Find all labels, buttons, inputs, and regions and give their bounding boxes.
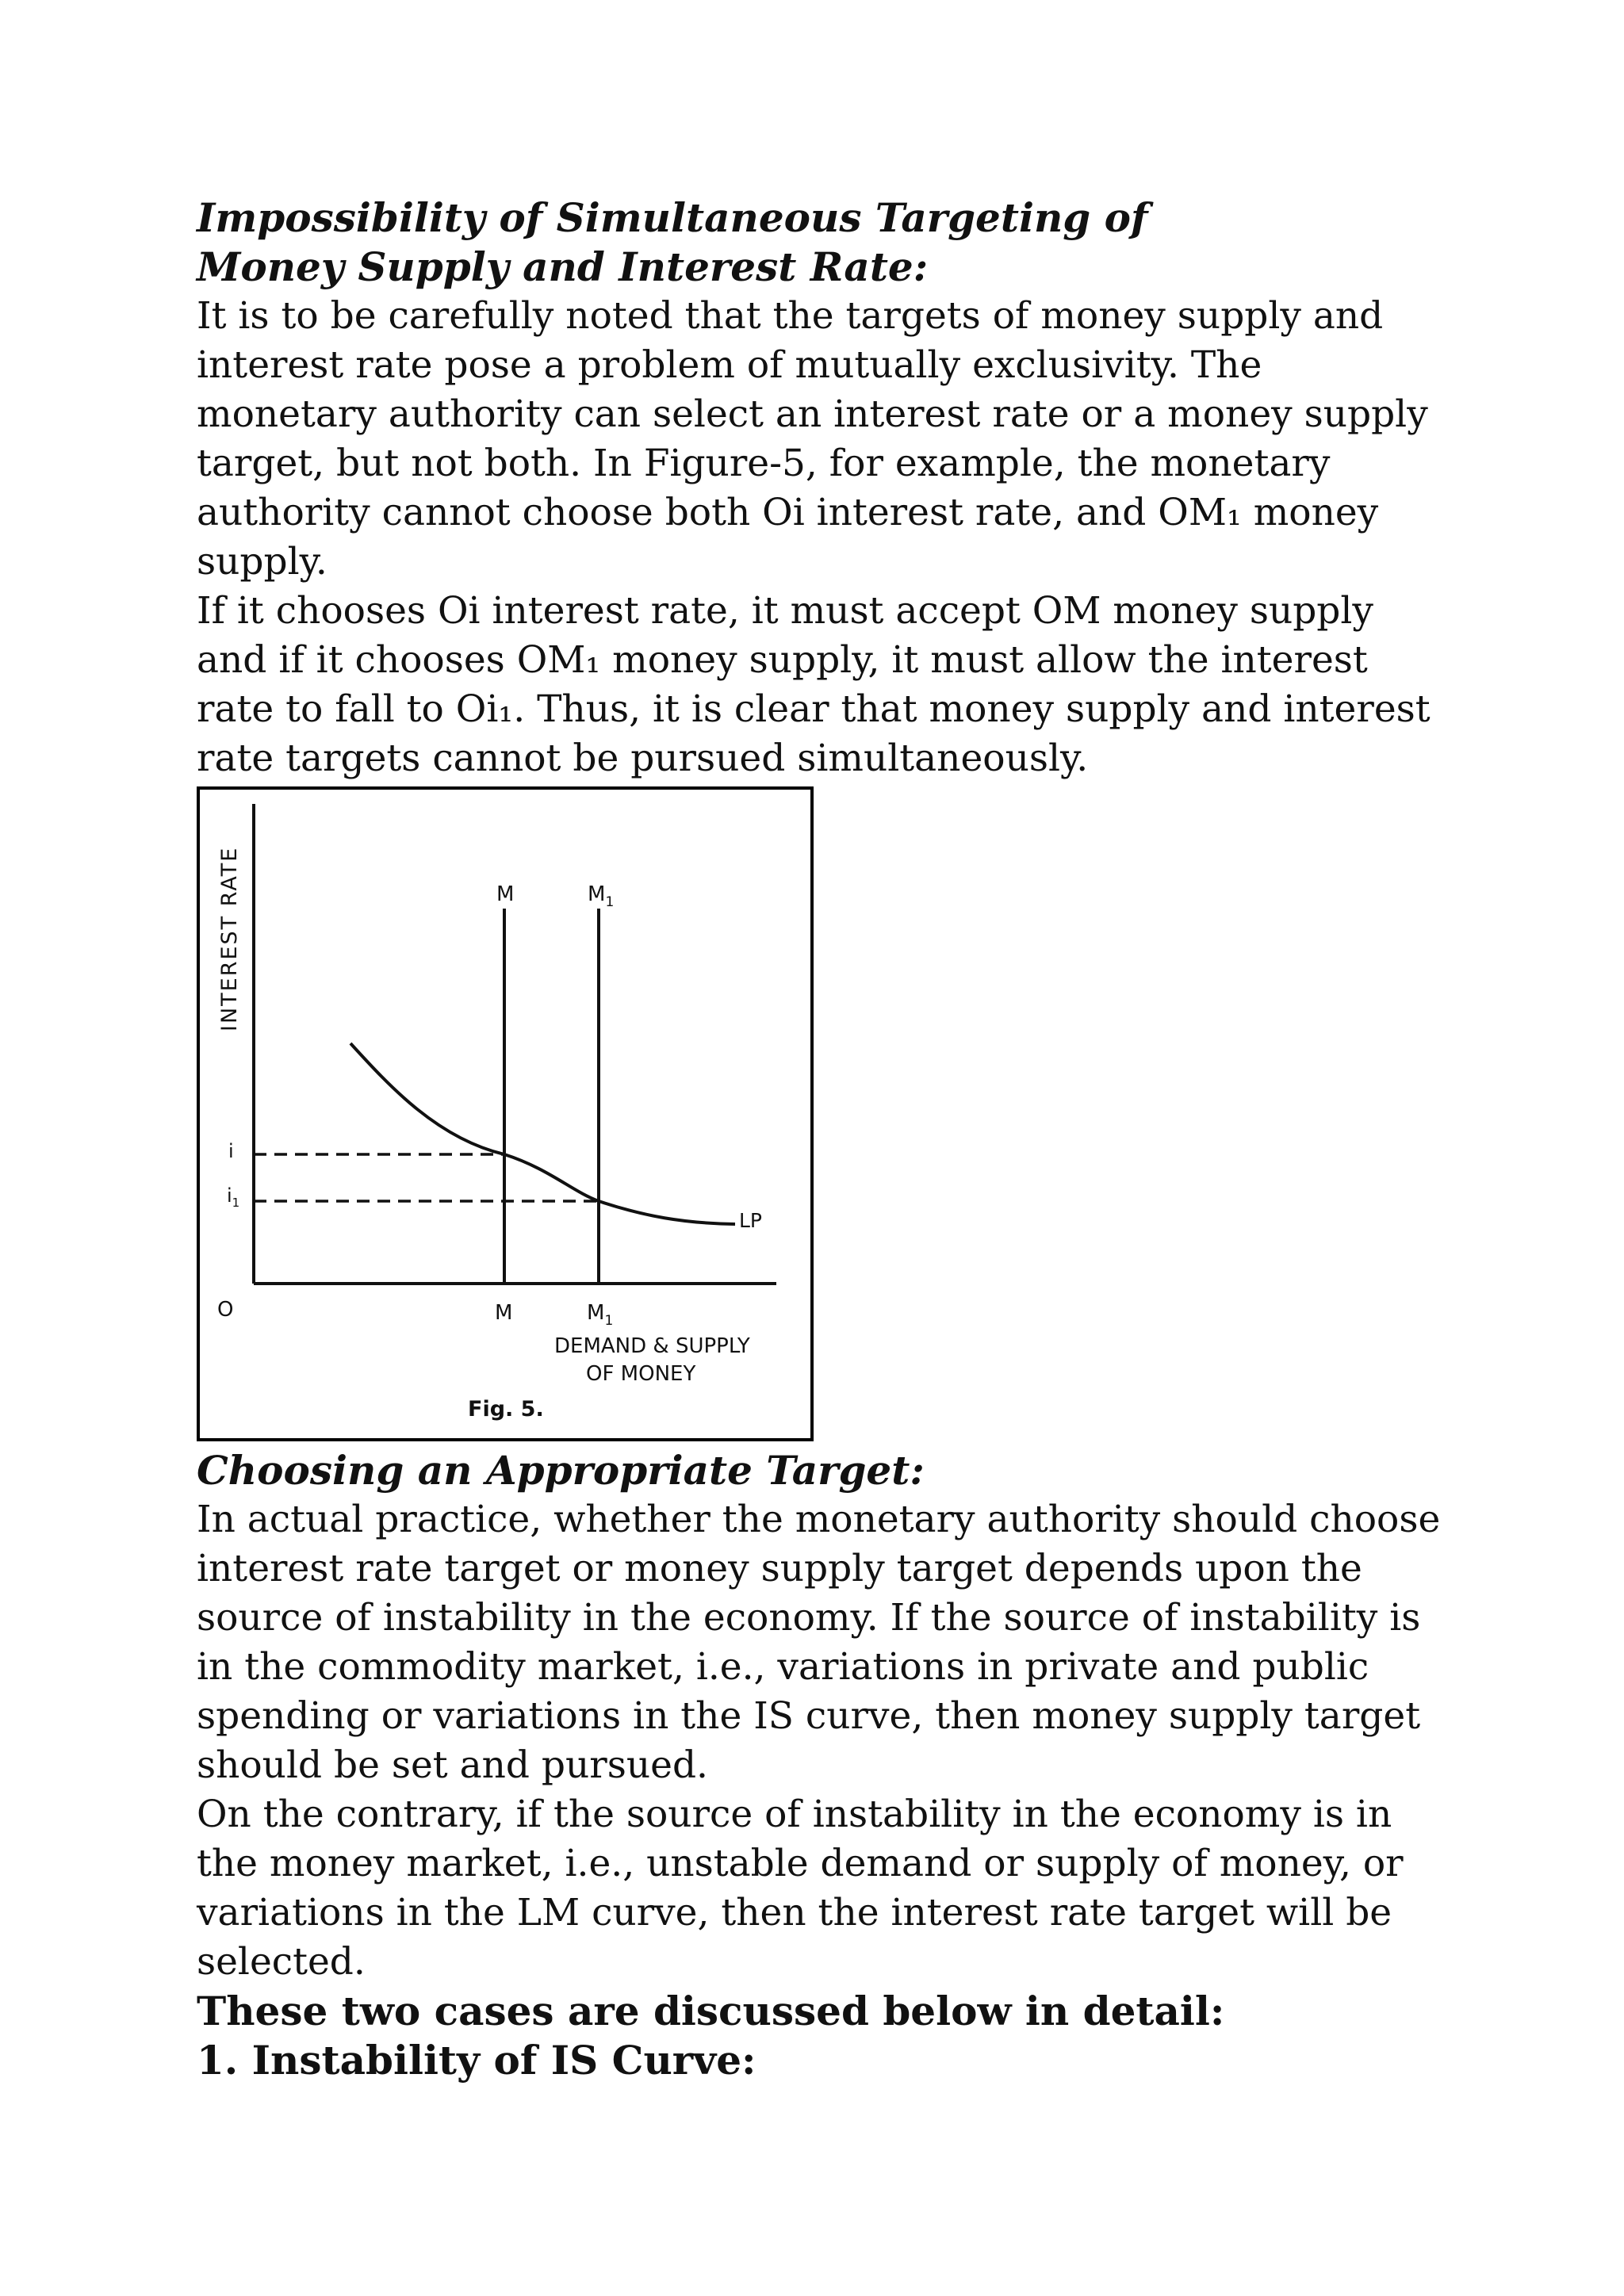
figure-caption: Fig. 5.	[468, 1397, 544, 1422]
lp-curve	[350, 1043, 735, 1224]
tick-i: i	[228, 1140, 234, 1162]
x-axis-label-line1: DEMAND & SUPPLY	[554, 1334, 750, 1358]
subheading-instability-is-curve: 1. Instability of IS Curve:	[197, 2037, 756, 2084]
figure-5-diagram	[200, 790, 810, 1438]
lp-curve-label: LP	[739, 1209, 763, 1232]
section-heading-choosing-target: Choosing an Appropriate Target:	[197, 1447, 925, 1494]
paragraph-accept-money-supply: If it chooses Oi interest rate, it must accept OM money supply and if it chooses OM₁ money supply, it must allow the interest rate to fall to Oi₁. Thus, it is clear that money supply and interest rate targets cannot be pursued simultaneously.	[197, 589, 1431, 780]
line-m1-label: $M_1$	[588, 882, 615, 910]
figure-5	[197, 786, 814, 1441]
tick-i1: $i_1$	[227, 1184, 240, 1210]
y-axis-label: INTEREST RATE	[217, 846, 242, 1031]
document-page	[197, 193, 1465, 2085]
origin-label: O	[217, 1298, 234, 1322]
tick-m: M	[495, 1301, 513, 1325]
tick-m1: $M_1$	[587, 1301, 614, 1329]
line-m-label: M	[496, 882, 515, 906]
section-heading-simultaneous-targeting: Impossibility of Simultaneous Targeting of Money Supply and Interest Rate:	[197, 194, 1148, 290]
paragraph-mutual-exclusivity: It is to be carefully noted that the targets of money supply and interest rate pose a problem of mutually exclusivity. The monetary authority can select an interest rate or a money supply target, but not both. In Figure-5, for example, the monetary authority cannot choose both Oi interest rate, and OM₁ money supply.	[197, 294, 1428, 584]
section-heading-two-cases: These two cases are discussed below in detail:	[197, 1988, 1225, 2034]
x-axis-label-line2: OF MONEY	[586, 1362, 696, 1386]
paragraph-source-of-instability: In actual practice, whether the monetary authority should choose interest rate target or money supply target depends upon the source of instability in the economy. If the source of instability is in the commodity market, i.e., variations in private and public spending or variations in the IS curve, then money supply target should be set and pursued.	[197, 1498, 1441, 1787]
paragraph-money-market-instability: On the contrary, if the source of instability in the economy is in the money market, i.e., unstable demand or supply of money, or variations in the LM curve, then the interest rate target will be selected.	[197, 1793, 1404, 1984]
